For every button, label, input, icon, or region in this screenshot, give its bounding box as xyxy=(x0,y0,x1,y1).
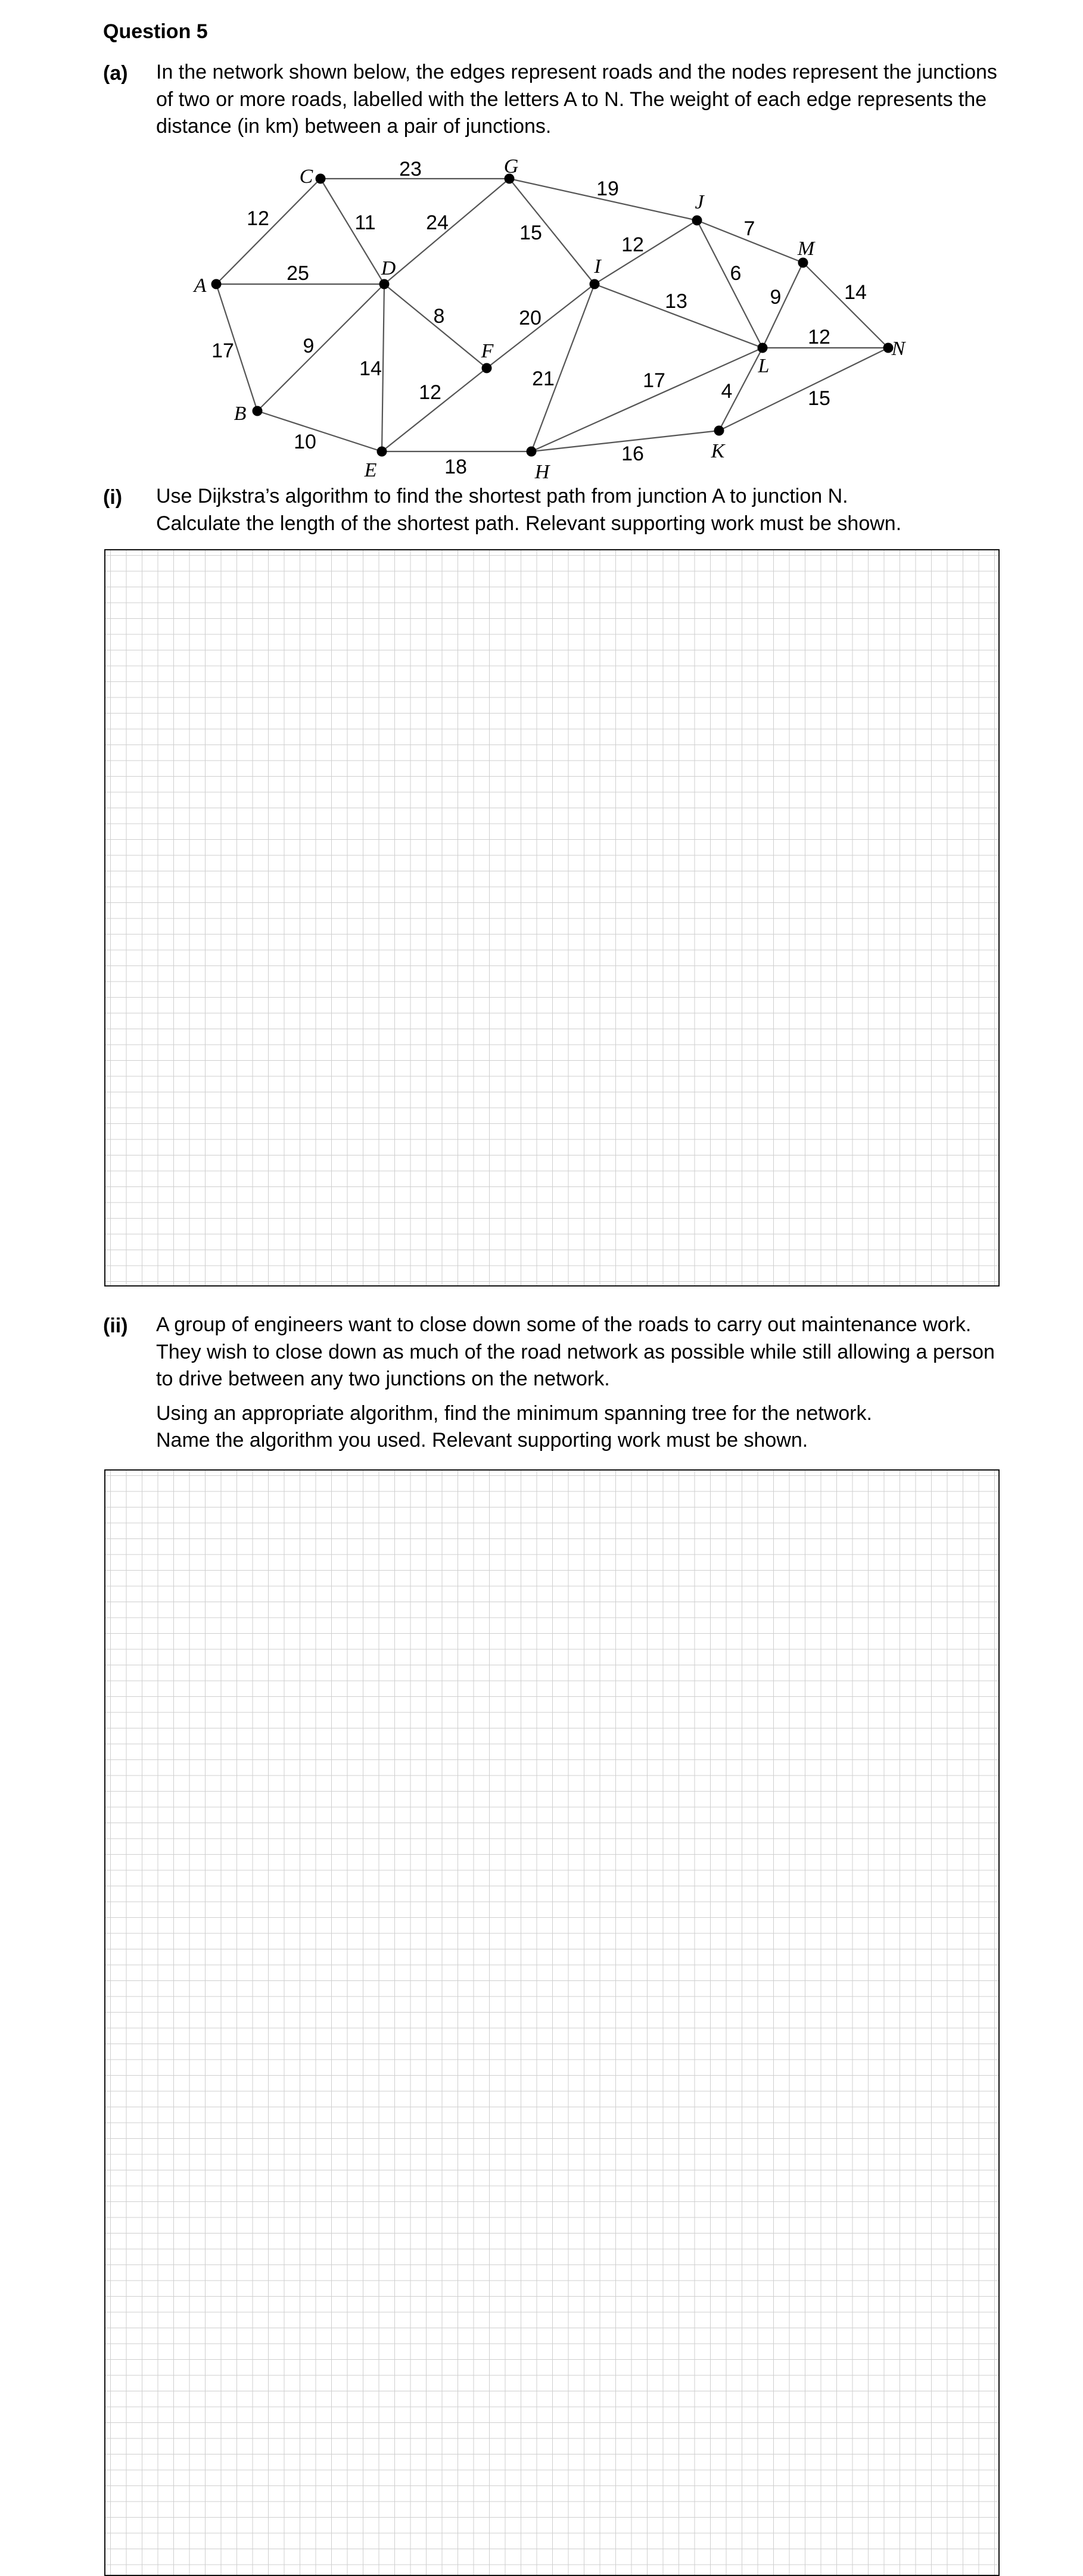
node-K xyxy=(714,426,724,436)
edge-weight-H-K: 16 xyxy=(621,443,644,465)
node-label-A: A xyxy=(194,275,207,297)
node-L xyxy=(758,343,768,353)
edge-weight-L-H: 17 xyxy=(643,369,665,392)
edge-weight-D-G: 24 xyxy=(426,211,449,234)
node-label-D: D xyxy=(381,257,396,279)
network-edges xyxy=(216,179,888,451)
network-nodes xyxy=(211,174,894,457)
edge-B-E xyxy=(257,411,382,451)
edge-K-N xyxy=(719,348,888,431)
edge-weight-F-I: 20 xyxy=(519,307,542,329)
node-label-N: N xyxy=(891,338,905,360)
edge-weight-C-D: 11 xyxy=(354,211,376,234)
edge-weight-A-B: 17 xyxy=(211,339,234,362)
part-i-label: (i) xyxy=(103,486,123,509)
edge-weight-E-F: 12 xyxy=(419,381,441,404)
node-D xyxy=(379,279,390,289)
edge-weight-D-E: 14 xyxy=(359,357,382,380)
edge-weight-I-H: 21 xyxy=(532,367,555,390)
node-label-F: F xyxy=(481,340,494,362)
part-ii-paragraph-1: A group of engineers want to close down some of the roads to carry out maintenance work. They wish to close down as much of the road network as possible while still allowing a person to drive between any two junctions on the network. xyxy=(156,1313,995,1390)
edge-I-J xyxy=(595,220,697,284)
node-label-M: M xyxy=(797,238,815,260)
edge-B-D xyxy=(257,284,384,411)
edge-D-E xyxy=(382,284,384,451)
part-ii-label: (ii) xyxy=(103,1315,128,1337)
edge-weight-G-J: 19 xyxy=(596,177,619,200)
part-ii-line-1: Using an appropriate algorithm, find the minimum spanning tree for the network. xyxy=(156,1401,872,1425)
node-A xyxy=(211,279,222,289)
edge-weight-J-M: 7 xyxy=(743,217,755,240)
edge-weight-J-L: 6 xyxy=(730,262,742,285)
node-label-L: L xyxy=(758,355,770,377)
node-H xyxy=(527,447,537,457)
edge-weight-E-H: 18 xyxy=(444,456,467,478)
edge-weight-K-N: 15 xyxy=(808,387,830,410)
edge-weight-L-N: 12 xyxy=(808,326,830,348)
part-a-paragraph: In the network shown below, the edges represent roads and the nodes represent the junctions of two or more roads, labelled with the letters A to N. The weight of each edge represents the distance (in km) between a pair of junctions. xyxy=(156,61,997,138)
node-label-C: C xyxy=(299,166,313,188)
edge-weight-B-E: 10 xyxy=(294,431,316,453)
edge-weight-G-I: 15 xyxy=(519,222,542,244)
node-E xyxy=(377,447,387,457)
edge-weight-L-K: 4 xyxy=(721,380,733,403)
node-I xyxy=(590,279,600,289)
edge-weight-A-D: 25 xyxy=(287,262,309,285)
part-i-text xyxy=(156,483,1002,537)
node-label-B: B xyxy=(234,403,247,425)
edge-M-L xyxy=(763,263,803,348)
edge-E-F xyxy=(382,368,487,451)
edge-weight-I-L: 13 xyxy=(665,290,687,313)
node-B xyxy=(253,406,263,416)
node-label-G: G xyxy=(503,155,519,177)
edge-weight-I-J: 12 xyxy=(621,233,644,256)
edge-weight-C-G: 23 xyxy=(399,158,422,180)
node-F xyxy=(482,363,492,373)
node-J xyxy=(692,216,702,226)
node-label-J: J xyxy=(695,191,704,213)
part-ii-text xyxy=(156,1312,1002,1454)
node-label-H: H xyxy=(534,461,550,483)
node-label-K: K xyxy=(711,440,725,462)
edge-weight-M-L: 9 xyxy=(770,286,782,309)
node-label-I: I xyxy=(594,256,601,278)
part-a-text xyxy=(156,59,1002,141)
edge-weight-M-N: 14 xyxy=(844,281,867,304)
part-a-label: (a) xyxy=(103,62,128,85)
edge-weight-B-D: 9 xyxy=(303,335,315,357)
question-title: Question 5 xyxy=(103,20,208,43)
edge-weight-D-F: 8 xyxy=(433,305,445,328)
part-i-line-1: Use Dijkstra’s algorithm to find the shortest path from junction A to junction N. xyxy=(156,485,848,507)
part-i-line-2: Calculate the length of the shortest path. Relevant supporting work must be shown. xyxy=(156,512,902,535)
part-ii-line-2: Name the algorithm you used. Relevant supporting work must be shown. xyxy=(156,1429,808,1451)
node-label-E: E xyxy=(364,459,377,481)
node-C xyxy=(316,174,326,184)
answer-grid-part-ii[interactable] xyxy=(104,1469,1000,2576)
edge-weight-A-C: 12 xyxy=(247,207,269,230)
answer-grid-part-i[interactable] xyxy=(104,549,1000,1287)
